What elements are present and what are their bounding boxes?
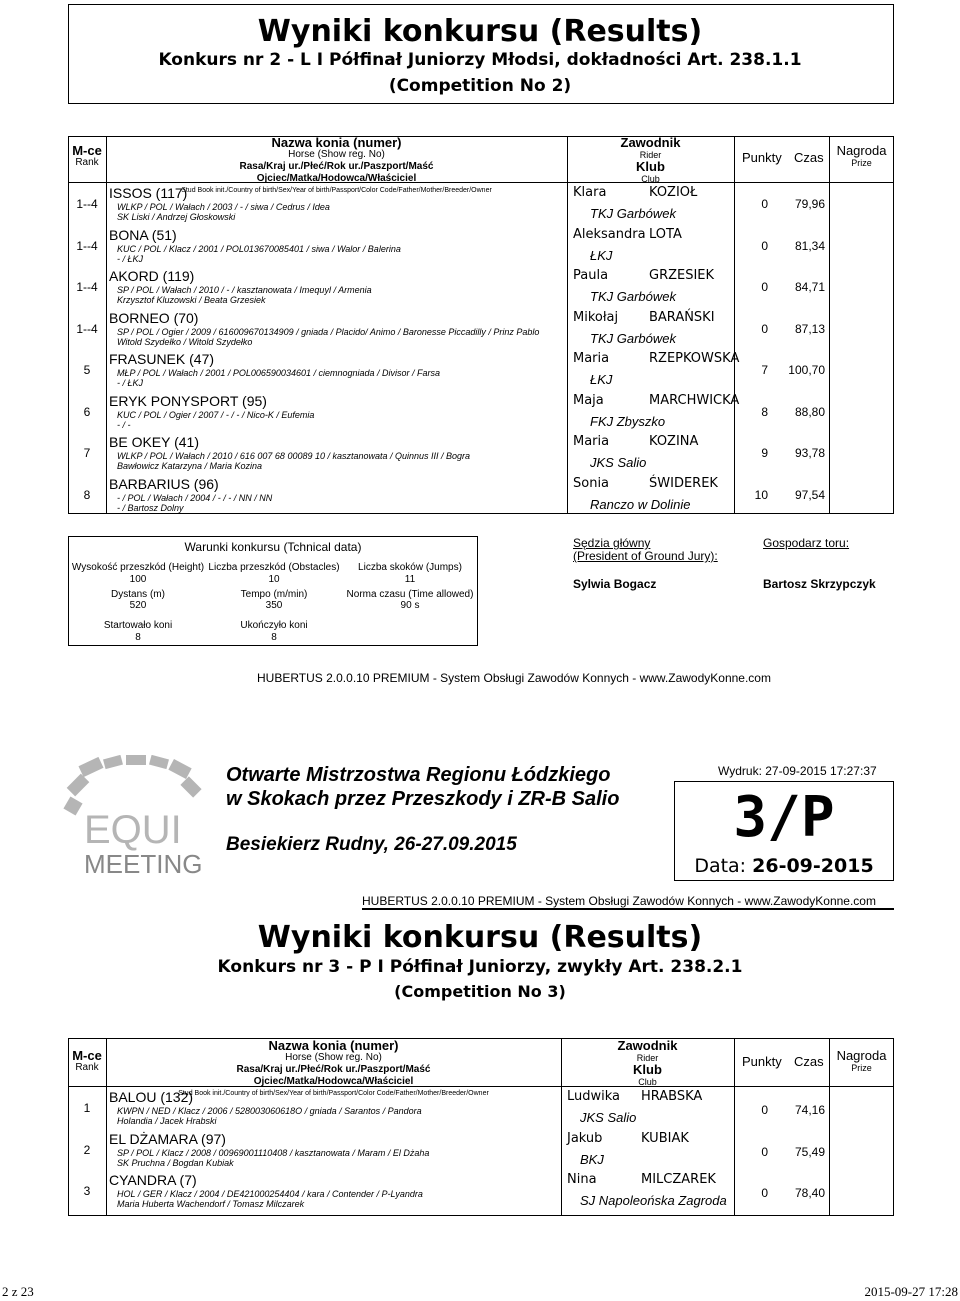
result-points: 0 <box>761 280 768 294</box>
comp1-prize-header: Nagroda Prize <box>836 143 887 168</box>
obstacles-label: Liczba przeszkód (Obstacles) <box>208 562 340 573</box>
event-name-line2: w Skokach przez Przeszkody i ZR-B Salio <box>226 788 620 810</box>
rider-last-name: GRZESIEK <box>649 268 715 283</box>
comp1-points-header: Punkty <box>742 150 782 165</box>
time-allowed-value: 90 s <box>400 600 420 611</box>
judge-label-en: (President of Ground Jury): <box>573 549 718 563</box>
horse-details: - / POL / Wałach / 2004 / - / - / NN / NN <box>117 492 273 503</box>
result-time: 78,40 <box>794 1186 825 1200</box>
result-rank: 1--4 <box>76 197 98 211</box>
comp1-horse-header: Nazwa konia (numer) Horse (Show reg. No) Rasa/Kraj ur./Płeć/Rok ur./Paszport/Maść Ojciec/Matka/Hodowca/Właściciel Stud Book init./Country of birth/Sex/Year of birth/Passport/Color Code/Father/Mother/Breeder/Owner <box>181 135 492 194</box>
rider-last-name: ŚWIDEREK <box>649 475 718 491</box>
horse-name: AKORD (119) <box>109 268 195 284</box>
horse-breeder-owner: Holandia / Jacek Hrabski <box>117 1116 217 1126</box>
result-points: 0 <box>761 321 768 336</box>
comp2-title: Wyniki konkursu (Results) <box>257 920 703 955</box>
comp2-prize-header: Nagroda Prize <box>836 1048 887 1073</box>
horse-details: SP / POL / Klacz / 2008 / 00969001110408 / kasztanowata / Maram / El Dżaha <box>117 1147 430 1158</box>
conditions-title: Warunki konkursu (Tchnical data) <box>184 540 362 554</box>
horse-breeder-owner: SK Pruchna / Bogdan Kubiak <box>117 1157 234 1168</box>
horse-name: ISSOS (117) <box>109 185 188 201</box>
event-footer: HUBERTUS 2.0.0.10 PREMIUM - System Obsługi Zawodów Konnych - www.ZawodyKonne.com <box>362 894 876 908</box>
result-rank: 7 <box>83 446 91 460</box>
comp1-footer: HUBERTUS 2.0.0.10 PREMIUM - System Obsługi Zawodów Konnych - www.ZawodyKonne.com <box>257 671 771 685</box>
horse-breeder-owner: - / - <box>117 419 131 430</box>
result-rank: 1--4 <box>76 280 98 294</box>
result-rank: 5 <box>83 363 91 377</box>
svg-text:MEETING: MEETING <box>84 849 203 879</box>
comp2-points-header: Punkty <box>742 1054 782 1069</box>
rider-last-name: BARAŃSKI <box>649 309 715 325</box>
finished-label: Ukończyło koni <box>240 620 308 631</box>
tempo-value: 350 <box>265 600 283 611</box>
rider-last-name: KOZINA <box>649 434 699 449</box>
horse-breeder-owner: Bawłowicz Katarzyna / Maria Kozina <box>117 461 263 471</box>
result-points: 0 <box>761 1103 768 1117</box>
rider-club: ŁKJ <box>590 372 613 387</box>
distance-value: 520 <box>129 600 147 611</box>
result-rank: 6 <box>83 404 91 419</box>
comp2-time-header: Czas <box>794 1054 824 1069</box>
equi-meeting-logo <box>60 755 210 885</box>
rider-club: TKJ Garbówek <box>590 289 676 304</box>
result-time: 93,78 <box>794 446 825 460</box>
horse-name: BALOU (132) <box>109 1089 194 1105</box>
comp2-rank-header: M-ce Rank <box>72 1048 102 1073</box>
horse-breeder-owner: - / Bartosz Dolny <box>117 502 184 513</box>
event-divider <box>362 908 894 910</box>
comp1-rank-header: M-ce Rank <box>72 143 102 168</box>
result-points: 0 <box>761 197 768 211</box>
rider-club: SJ Napoleońska Zagroda <box>580 1193 727 1208</box>
distance-label: Dystans (m) <box>111 589 165 600</box>
rider-last-name: LOTA <box>649 226 682 242</box>
height-label: Wysokość przeszkód (Height) <box>71 562 205 573</box>
rider-first-name: Maria <box>573 434 610 449</box>
horse-details: KUC / POL / Ogier / 2007 / - / - / Nico-K / Eufemia <box>117 409 315 420</box>
rider-first-name: Ludwika <box>567 1089 621 1104</box>
result-time: 75,49 <box>794 1144 825 1159</box>
result-time: 74,16 <box>794 1103 825 1117</box>
finished-value: 8 <box>271 632 277 643</box>
document-code: 3/P <box>733 785 835 850</box>
rider-last-name: KOZIOŁ <box>649 185 698 200</box>
rider-club: Ranczo w Dolinie <box>590 496 691 512</box>
horse-name: ERYK PONYSPORT (95) <box>109 392 267 409</box>
judge-label: Sędzia główny <box>573 536 651 550</box>
result-points: 0 <box>761 1144 768 1159</box>
rider-last-name: HRABSKA <box>641 1089 703 1104</box>
horse-details: WLKP / POL / Wałach / 2010 / 616 007 68 00089 10 / kasztanowata / Quinnus III / Bogra <box>117 451 471 461</box>
svg-text:EQUI: EQUI <box>84 808 182 852</box>
rider-club: TKJ Garbówek <box>590 206 676 221</box>
rider-last-name: MILCZAREK <box>641 1172 716 1187</box>
result-points: 7 <box>761 363 768 377</box>
result-rank: 1--4 <box>76 238 98 253</box>
host-name: Bartosz Skrzypczyk <box>763 577 876 591</box>
rider-club: JKS Salio <box>590 455 647 470</box>
started-label: Startowało koni <box>103 620 173 631</box>
event-name-line1: Otwarte Mistrzostwa Regionu Łódzkiego <box>226 764 611 786</box>
horse-name: BARBARIUS (96) <box>109 475 219 492</box>
result-points: 9 <box>761 446 768 460</box>
obstacles-value: 10 <box>268 574 280 585</box>
horse-name: EL DŻAMARA (97) <box>109 1130 226 1147</box>
result-points: 10 <box>754 487 768 502</box>
horse-details: MŁP / POL / Wałach / 2001 / POL006590034601 / ciemnogniada / Divisor / Farsa <box>117 368 441 378</box>
rider-last-name: MARCHWICKA <box>649 392 740 408</box>
page-counter: 2 z 23 <box>2 1284 34 1299</box>
comp1-title: Wyniki konkursu (Results) <box>257 14 703 49</box>
comp1-rider-header: Zawodnik Rider Klub Club <box>620 135 681 184</box>
result-points: 0 <box>761 1186 768 1200</box>
result-time: 100,70 <box>788 363 825 377</box>
rider-club: BKJ <box>580 1151 604 1167</box>
horse-details: HOL / GER / Klacz / 2004 / DE421000254404 / kara / Contender / P-Lyandra <box>117 1189 423 1199</box>
rider-first-name: Maja <box>573 392 604 408</box>
result-rank: 1 <box>83 1101 91 1115</box>
jumps-label: Liczba skoków (Jumps) <box>358 562 462 573</box>
comp2-subtitle: Konkurs nr 3 - P I Półfinał Juniorzy, zwykły Art. 238.2.1 <box>217 957 743 977</box>
rider-last-name: RZEPKOWSKA <box>649 351 740 366</box>
event-place-date: Besiekierz Rudny, 26-27.09.2015 <box>226 834 517 855</box>
horse-breeder-owner: Maria Huberta Wachendorf / Tomasz Milczarek <box>117 1199 305 1209</box>
page-timestamp: 2015-09-27 17:28 <box>864 1284 958 1299</box>
result-points: 0 <box>761 238 768 253</box>
comp1-time-header: Czas <box>794 150 824 165</box>
rider-first-name: Maria <box>573 351 610 366</box>
result-time: 79,96 <box>794 197 825 211</box>
horse-name: CYANDRA (7) <box>109 1172 197 1188</box>
comp1-subtitle: Konkurs nr 2 - L I Półfinał Juniorzy Młodsi, dokładności Art. 238.1.1 <box>158 50 802 70</box>
height-value: 100 <box>129 574 147 585</box>
result-rank: 3 <box>83 1184 91 1198</box>
host-label: Gospodarz toru: <box>763 536 850 550</box>
comp2-horse-header: Nazwa konia (numer) Horse (Show reg. No) Rasa/Kraj ur./Płeć/Rok ur./Paszport/Maść Ojciec/Matka/Hodowca/Właściciel Stud Book init./Country of birth/Sex/Year of birth/Passport/Color Code/Father/Mother/Breeder/Owner <box>178 1038 489 1097</box>
horse-name: BONA (51) <box>109 226 177 243</box>
rider-first-name: Paula <box>573 268 609 283</box>
rider-club: ŁKJ <box>590 247 613 263</box>
horse-details: SP / POL / Wałach / 2010 / - / kasztanowata / Imequyl / Armenia <box>117 285 372 295</box>
comp1-col-divider-4 <box>829 136 830 514</box>
horse-details: KWPN / NED / Klacz / 2006 / 528003060618O / gniada / Sarantos / Pandora <box>117 1106 422 1116</box>
document-date: Data: 26-09-2015 <box>694 855 874 877</box>
comp2-number: (Competition No 3) <box>394 982 566 1001</box>
rider-first-name: Mikołaj <box>573 309 619 325</box>
result-time: 87,13 <box>794 321 825 336</box>
result-time: 81,34 <box>794 238 825 253</box>
comp1-number: (Competition No 2) <box>388 76 572 96</box>
result-rank: 2 <box>83 1142 91 1157</box>
horse-name: BORNEO (70) <box>109 309 199 326</box>
rider-first-name: Aleksandra <box>573 226 646 242</box>
rider-last-name: KUBIAK <box>641 1130 689 1146</box>
rider-first-name: Sonia <box>573 475 610 491</box>
horse-name: FRASUNEK (47) <box>109 351 215 367</box>
judge-name: Sylwia Bogacz <box>573 577 657 591</box>
rider-club: TKJ Garbówek <box>590 330 676 346</box>
horse-breeder-owner: - / ŁKJ <box>117 378 144 388</box>
time-allowed-label: Norma czasu (Time allowed) <box>346 589 474 600</box>
comp1-col-divider-2 <box>567 136 568 514</box>
result-rank: 8 <box>83 487 91 502</box>
horse-breeder-owner: Witold Szydełko / Witold Szydełko <box>117 336 253 347</box>
tempo-label: Tempo (m/min) <box>240 589 308 600</box>
result-time: 97,54 <box>794 487 825 502</box>
rider-club: JKS Salio <box>580 1110 637 1125</box>
horse-details: WLKP / POL / Wałach / 2003 / - / siwa / Cedrus / Idea <box>117 202 330 212</box>
horse-breeder-owner: Krzysztof Kluzowski / Beata Grzesiek <box>117 295 266 305</box>
result-time: 84,71 <box>794 280 825 294</box>
result-points: 8 <box>761 404 768 419</box>
horse-breeder-owner: SK Liski / Andrzej Głoskowski <box>117 212 236 222</box>
jumps-value: 11 <box>404 574 416 585</box>
result-rank: 1--4 <box>76 321 98 336</box>
comp2-rider-header: Zawodnik Rider Klub Club <box>617 1038 678 1087</box>
rider-first-name: Jakub <box>567 1130 603 1146</box>
result-time: 88,80 <box>794 404 825 419</box>
started-value: 8 <box>135 632 141 643</box>
horse-details: SP / POL / Ogier / 2009 / 616009670134909 / gniada / Placido/ Animo / Baronesse Piccadilly / Prinz Pablo <box>117 326 540 337</box>
rider-first-name: Nina <box>567 1172 597 1187</box>
rider-first-name: Klara <box>573 185 607 200</box>
horse-breeder-owner: - / ŁKJ <box>117 253 144 264</box>
horse-details: KUC / POL / Klacz / 2001 / POL013670085401 / siwa / Walor / Balerina <box>117 243 401 254</box>
rider-club: FKJ Zbyszko <box>590 413 666 429</box>
print-timestamp: Wydruk: 27-09-2015 17:27:37 <box>718 764 877 778</box>
horse-name: BE OKEY (41) <box>109 434 200 450</box>
